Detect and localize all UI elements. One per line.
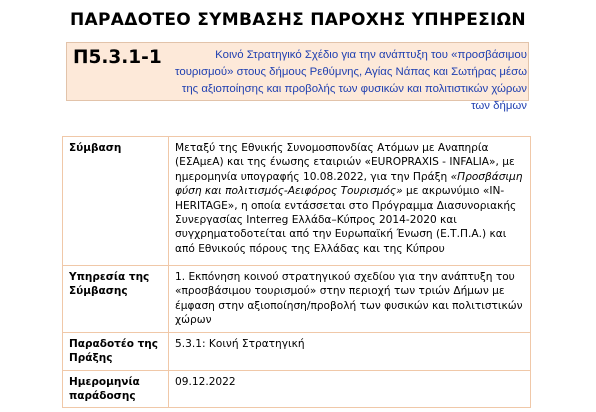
document-title: ΠΑΡΑΔΟΤΕΟ ΣΥΜΒΑΣΗΣ ΠΑΡΟΧΗΣ ΥΠΗΡΕΣΙΩΝ: [70, 10, 526, 30]
table-row-service: [63, 266, 531, 333]
contract-label: Σύμβαση: [63, 137, 169, 266]
deliverable-code: Π5.3.1-1: [73, 47, 162, 68]
deliverable-description: Κοινό Στρατηγικό Σχέδιο για την ανάπτυξη του «προσβάσιμου τουρισμού» στους δήμους Ρεθύμνης, Αγίας Νάπας και Σωτήρας μέσω της αξιοποίησης και προβολής των φυσικών και πολιτιστικών χώρων των δήμων: [175, 49, 527, 112]
deliverable-header-box: [66, 42, 529, 112]
delivery-date-value: 09.12.2022: [169, 370, 531, 408]
service-value: 1. Εκπόνηση κοινού στρατηγικού σχεδίου για την ανάπτυξη του «προσβάσιμου τουρισμού» στην περιοχή των τριών Δήμων με έμφαση στην αξιοποίηση/προβολή των φυσικών και πολιτιστικών χώρων: [169, 266, 531, 333]
service-label: Υπηρεσία της Σύμβασης: [63, 266, 169, 333]
action-deliverable-label: Παραδοτέο της Πράξης: [63, 332, 169, 370]
deliverable-info-table: [62, 136, 531, 408]
table-row-action-deliverable: [63, 332, 531, 370]
contract-action-title: «Προσβάσιμη φύση και πολιτισμός-Αειφόρος Τουρισμός»: [175, 170, 523, 198]
action-deliverable-value: 5.3.1: Κοινή Στρατηγική: [169, 332, 531, 370]
contract-text-b: με ακρωνύμιο «IN-HERITAGE», η οποία εντάσσεται στο Πρόγραμμα Διασυνοριακής Συνεργασίας Interreg Ελλάδα–Κύπρος 2014-2020 και συγχρηματοδοτείται από την Ευρωπαϊκή Ένωση (Ε.Τ.Π.Α.) και από Εθνικούς πόρους της Ελλάδας και της Κύπρου: [175, 185, 517, 255]
table-row-contract: [63, 137, 531, 266]
delivery-date-label: Ημερομηνία παράδοσης: [63, 370, 169, 408]
table-row-delivery-date: [63, 370, 531, 408]
contract-text-a: Μεταξύ της Εθνικής Συνομοσπονδίας Ατόμων με Αναπηρία (ΕΣΑμεΑ) και της ένωσης εταιριών «EUROPRAXIS - INFALIA», με ημερομηνία υπογραφής 10.08.2022, για την Πράξη: [175, 142, 515, 183]
contract-value: [169, 137, 531, 266]
